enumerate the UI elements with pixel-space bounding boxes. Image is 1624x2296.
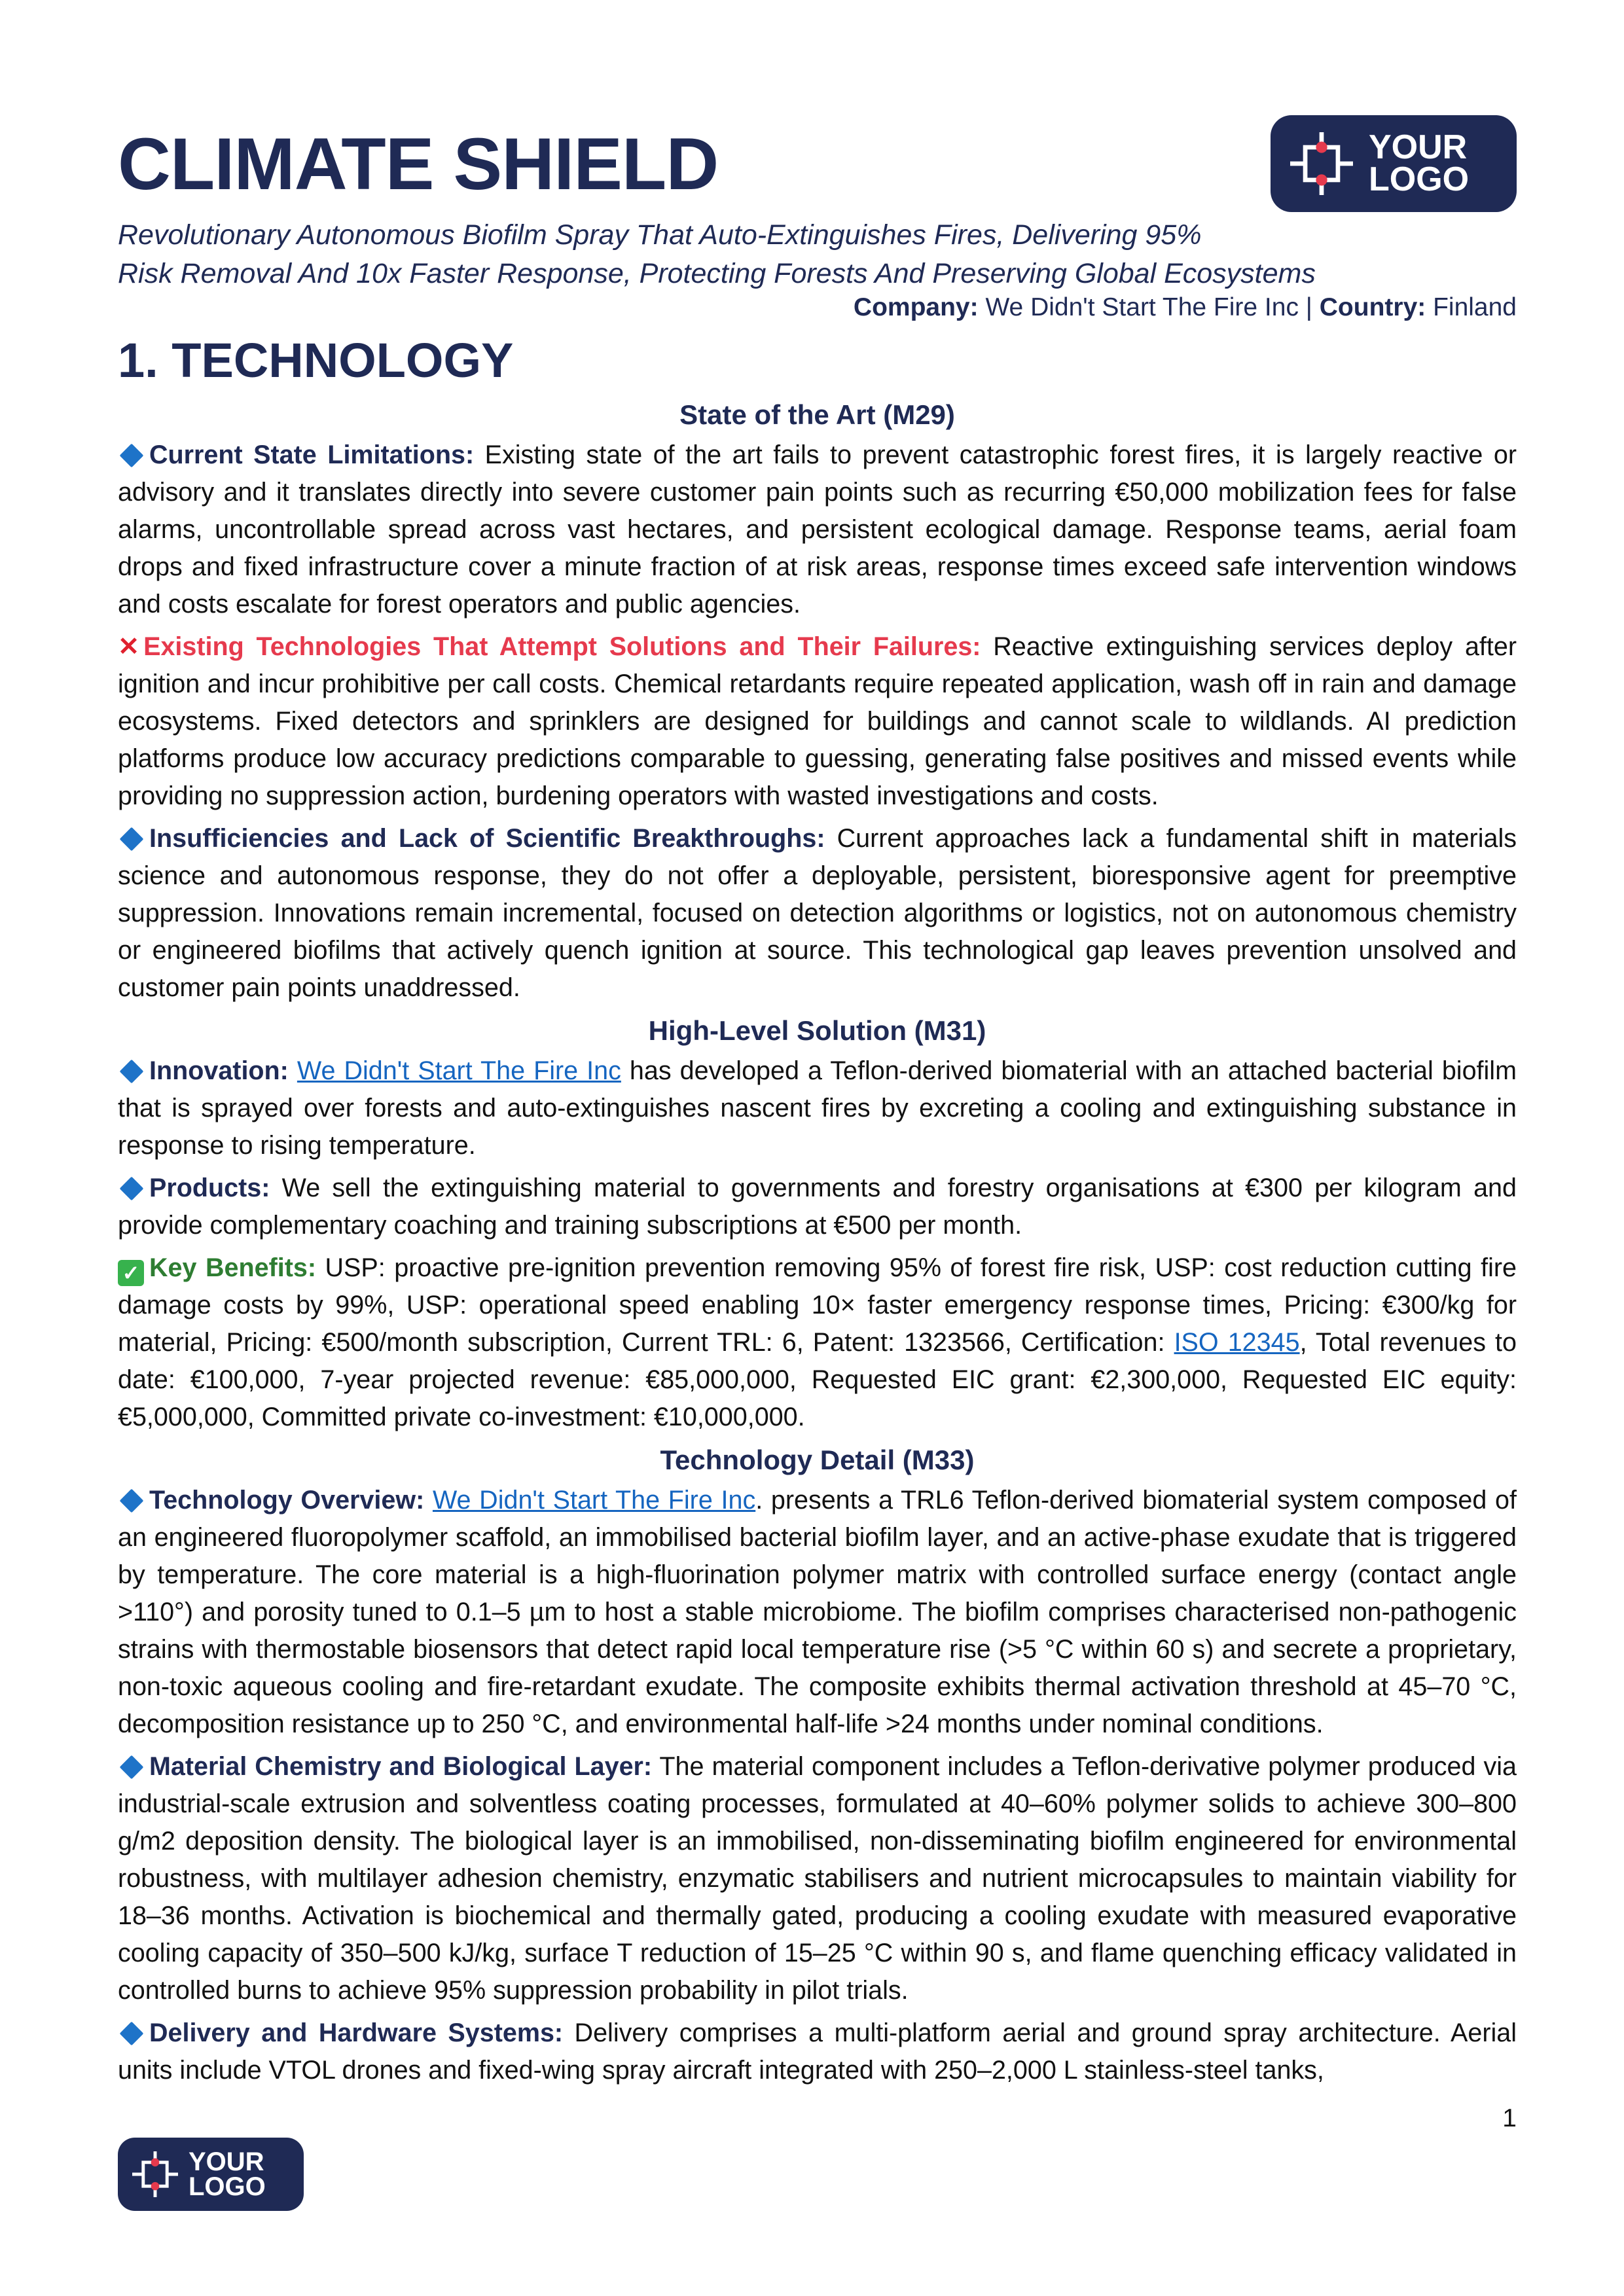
paragraph-material-chemistry [118, 1748, 1517, 2009]
company-label: Company: [853, 293, 979, 321]
logo-line-2: LOGO [1369, 160, 1470, 198]
text-insufficiencies: Current approaches lack a fundamental shift in materials science and autonomous response, they do not offer a deployable, persistent, bioresponsive agent for preemptive suppression. Innovations remain incremental, focused on detection algorithms or logistics, not on autonomous chemistry or engineered biofilms that actively quench ignition at source. This technological gap leaves prevention unsolved and customer pain points unaddressed. [118, 824, 1517, 1002]
blue-diamond-icon [120, 1059, 144, 1083]
text-key-benefits-a: USP: proactive pre-ignition prevention removing 95% of forest fire risk, USP: cost reduction cutting fire damage costs by 99%, USP: operational speed enabling 10× faster emergency response times, Pricing: €300/kg for material, Pricing: €500/month subscription, Current TRL: 6, Patent: 1323566, Certification: [118, 1253, 1517, 1357]
label-key-benefits: Key Benefits: [149, 1253, 316, 1282]
label-current-limitations: Current State Limitations: [149, 440, 475, 469]
text-products: We sell the extinguishing material to governments and forestry organisations at €300 per kilogram and provide complementary coaching and training subscriptions at €500 per month. [118, 1174, 1517, 1240]
heading-high-level-solution: High-Level Solution (M31) [648, 1015, 986, 1046]
paragraph-products [118, 1170, 1517, 1244]
company-logo-bottom [118, 2138, 304, 2211]
text-existing-technologies: Reactive extinguishing services deploy after ignition and incur prohibitive per call costs. Chemical retardants require repeated application, wash off in rain and damage ecosystems. Fixed detectors and sprinklers are designed for buildings and cannot scale to wildlands. AI prediction platforms produce low accuracy predictions comparable to guessing, generating false positives and missed events while providing no suppression action, burdening operators with wasted investigations and costs. [118, 632, 1517, 810]
subtitle-line-1: Revolutionary Autonomous Biofilm Spray That Auto-Extinguishes Fires, Delivering 95% [118, 219, 1202, 251]
text-current-limitations: Existing state of the art fails to prevent catastrophic forest fires, it is largely reactive or advisory and it translates directly into severe customer pain points such as recurring €50,000 mobilization fees for false alarms, uncontrollable spread across vast hectares, and persistent ecological damage. Response teams, aerial foam drops and fixed infrastructure cover a minute fraction of at risk areas, response times exceed safe intervention windows and costs escalate for forest operators and public agencies. [118, 440, 1517, 619]
company-link[interactable]: We Didn't Start The Fire Inc [432, 1486, 756, 1515]
text-delivery-hardware: Delivery comprises a multi-platform aerial and ground spray architecture. Aerial units include VTOL drones and fixed-wing spray aircraft integrated with 250–2,000 L stainless-steel tanks, [118, 2018, 1517, 2085]
logo-line-1: YOUR [1369, 128, 1468, 166]
logo-wordmark [189, 2149, 266, 2199]
country-value: Finland [1426, 293, 1517, 321]
company-country-line [854, 293, 1517, 322]
label-technology-overview: Technology Overview: [149, 1486, 425, 1515]
document-body [118, 396, 1517, 2094]
label-delivery-hardware: Delivery and Hardware Systems: [149, 2018, 564, 2047]
label-insufficiencies: Insufficiencies and Lack of Scientific Breakthroughs: [149, 824, 825, 853]
company-value: We Didn't Start The Fire Inc | [978, 293, 1320, 321]
blue-diamond-icon [120, 443, 144, 467]
company-logo-top [1271, 115, 1517, 212]
heading-technology-detail: Technology Detail (M33) [660, 1444, 975, 1475]
blue-diamond-icon [120, 2021, 144, 2045]
blue-diamond-icon [120, 1488, 144, 1513]
blue-diamond-icon [120, 1176, 144, 1200]
company-link[interactable]: We Didn't Start The Fire Inc [297, 1056, 621, 1085]
label-existing-technologies: Existing Technologies That Attempt Solutions and Their Failures: [143, 632, 981, 661]
paragraph-delivery-hardware [118, 2015, 1517, 2089]
text-material-chemistry: The material component includes a Teflon-derivative polymer produced via industrial-scale extrusion and solventless coating processes, formulated at 40–60% polymer solids to achieve 300–800 g/m2 deposition density. The biological layer is an immobilised, non-disseminating biofilm engineered for environmental robustness, with multilayer adhesion chemistry, enzymatic stabilisers and nutrient microcapsules to maintain viability for 18–36 months. Activation is biochemical and thermally gated, producing a cooling exudate with measured evaporative cooling capacity of 350–500 kJ/kg, surface T reduction of 15–25 °C within 90 s, and flame quenching efficacy validated in controlled burns to achieve 95% suppression probability in pilot trials. [118, 1752, 1517, 2005]
paragraph-technology-overview [118, 1482, 1517, 1743]
country-label: Country: [1319, 293, 1426, 321]
heading-state-of-art: State of the Art (M29) [679, 399, 955, 430]
document-subtitle [118, 216, 1427, 293]
blue-diamond-icon [120, 827, 144, 851]
document-title: CLIMATE SHIELD [118, 123, 719, 205]
text-key-benefits-b: , Total revenues to date: €100,000, 7-year projected revenue: €85,000,000, Requested EIC grant: €2,300,000, Requested EIC equity: €5,000,000, Committed private co-investment: €10,000,000. [118, 1328, 1517, 1431]
logo-mark-icon [132, 2151, 178, 2197]
blue-diamond-icon [120, 1755, 144, 1779]
paragraph-key-benefits [118, 1249, 1517, 1436]
text-innovation: has developed a Teflon-derived biomaterial with an attached bacterial biofilm that is sprayed over forests and auto-extinguishes nascent fires by excreting a cooling and extinguishing substance in response to rising temperature. [118, 1056, 1517, 1160]
subtitle-line-2: Risk Removal And 10x Faster Response, Protecting Forests And Preserving Global Ecosystems [118, 258, 1316, 289]
paragraph-existing-technologies [118, 628, 1517, 815]
text-technology-overview: . presents a TRL6 Teflon-derived biomaterial system composed of an engineered fluoropolymer scaffold, an immobilised bacterial biofilm layer, and an active-phase exudate that is triggered by temperature. The core material is a high-fluorination polymer matrix with controlled surface energy (contact angle >110°) and porosity tuned to 0.1–5 µm to host a stable microbiome. The biofilm comprises characterised non-pathogenic strains with thermostable biosensors that detect rapid local temperature rise (>5 °C within 60 s) and secrete a proprietary, non-toxic aqueous cooling and fire-retardant exudate. The composite exhibits thermal activation threshold at 45–70 °C, decomposition resistance up to 250 °C, and environmental half-life >24 months under nominal conditions. [118, 1486, 1517, 1738]
iso-certification-link[interactable]: ISO 12345 [1174, 1328, 1300, 1357]
paragraph-current-limitations [118, 437, 1517, 623]
paragraph-insufficiencies [118, 820, 1517, 1007]
label-innovation: Innovation: [149, 1056, 289, 1085]
label-products: Products: [149, 1174, 270, 1202]
logo-wordmark [1369, 128, 1470, 198]
section-title: 1. TECHNOLOGY [118, 333, 514, 387]
page-number: 1 [1502, 2104, 1517, 2132]
logo-line-2: LOGO [189, 2172, 266, 2201]
red-cross-icon: ✕ [118, 632, 140, 661]
label-material-chemistry: Material Chemistry and Biological Layer: [149, 1752, 653, 1781]
logo-line-1: YOUR [189, 2147, 264, 2176]
green-check-icon: ✓ [118, 1260, 144, 1286]
paragraph-innovation [118, 1052, 1517, 1164]
logo-mark-icon [1290, 132, 1353, 195]
